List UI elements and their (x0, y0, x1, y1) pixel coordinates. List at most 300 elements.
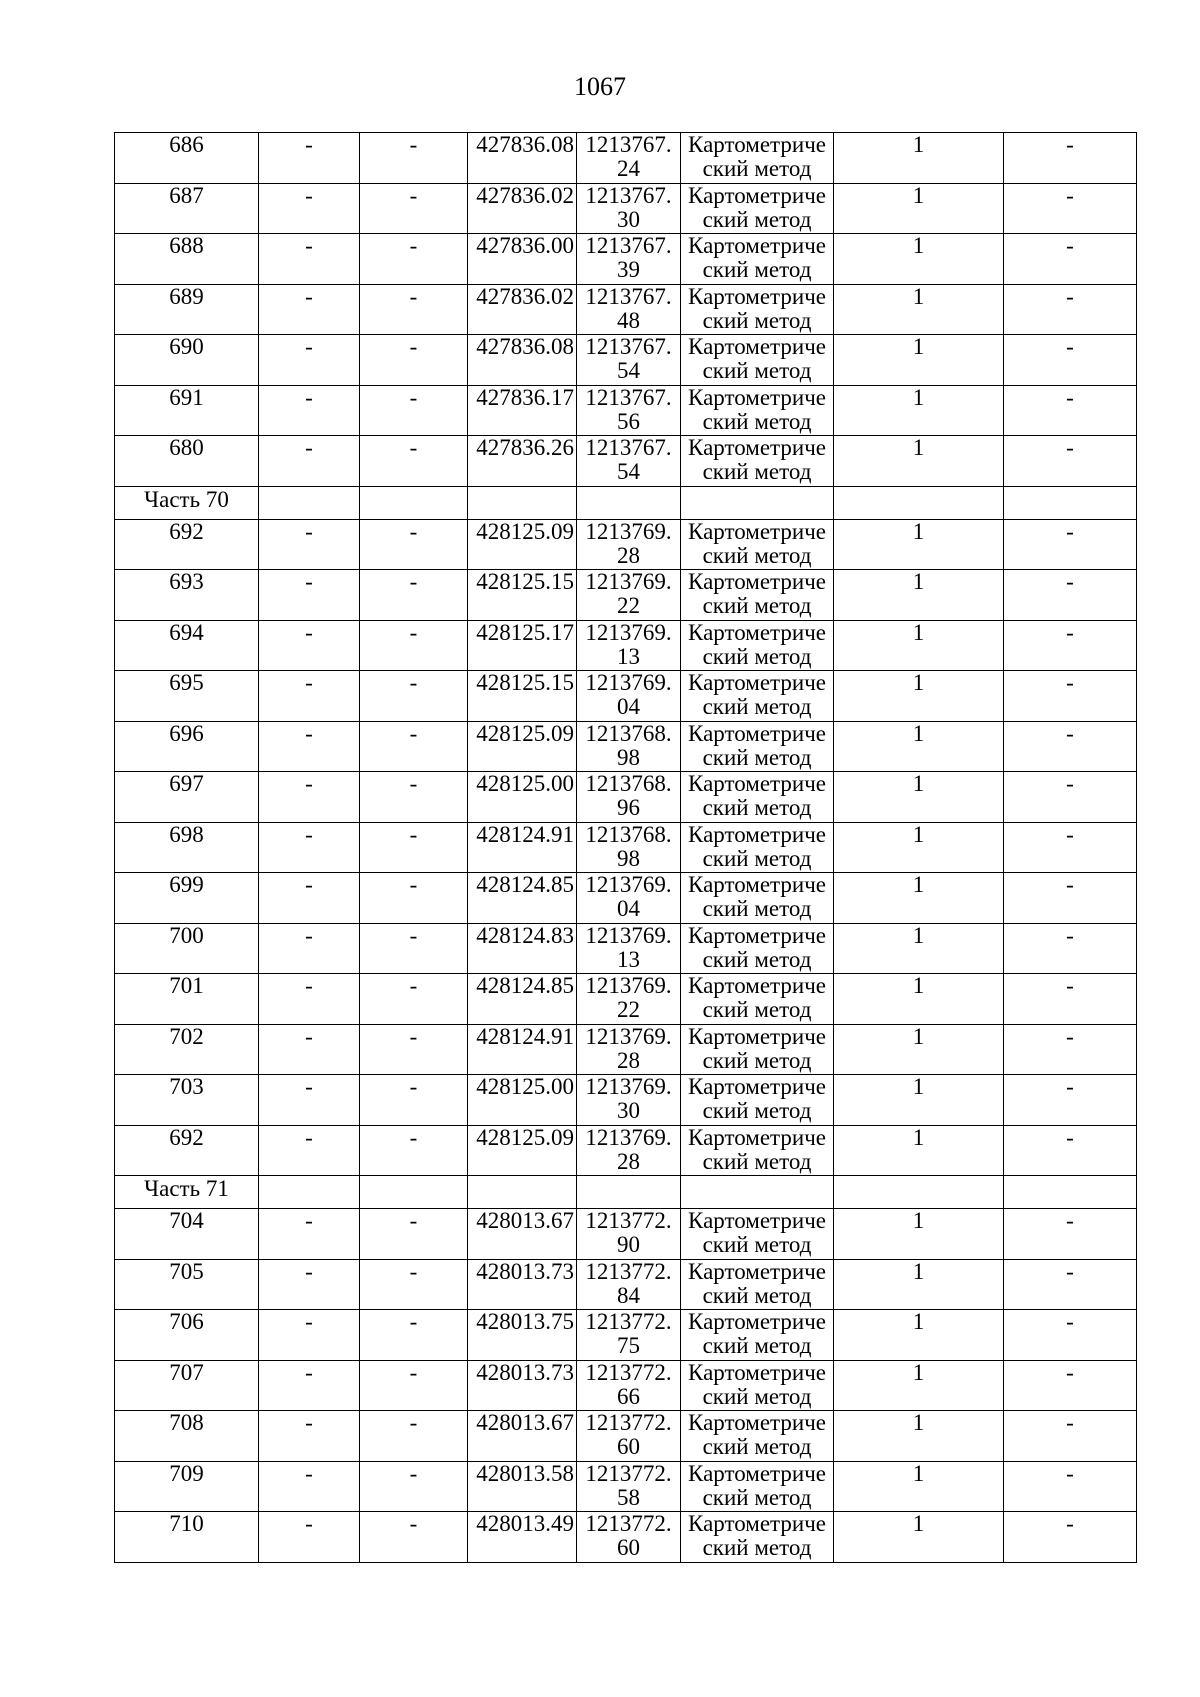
dash-cell: - (259, 671, 360, 722)
method-cell-line-2: ский метод (702, 307, 812, 333)
table-row (115, 183, 1137, 234)
dash-cell: - (1004, 1075, 1137, 1126)
dash-cell: - (360, 822, 468, 873)
y-coordinate-cell-line-1: 1213772. (585, 1208, 672, 1233)
part-label: Часть 70 (115, 486, 259, 519)
point-number-cell: 693 (115, 570, 259, 621)
y-coordinate-cell-line-1: 1213772. (585, 1461, 672, 1486)
x-coordinate-cell: 427836.02 (468, 284, 577, 335)
table-row (115, 385, 1137, 436)
y-coordinate-cell-line-2: 96 (617, 795, 640, 820)
dash-cell: - (360, 234, 468, 285)
method-cell-line-1: Картометриче (688, 973, 826, 998)
method-cell-line-1: Картометриче (688, 1461, 826, 1486)
part-header-row (115, 1176, 1137, 1209)
y-coordinate-cell-line-2: 98 (617, 744, 640, 770)
dash-cell: - (1004, 335, 1137, 386)
dash-cell: - (360, 1461, 468, 1512)
y-coordinate-cell-line-2: 28 (617, 1047, 640, 1073)
accuracy-cell: 1 (834, 183, 1004, 234)
y-coordinate-cell (577, 183, 681, 234)
dash-cell: - (259, 1024, 360, 1075)
dash-cell: - (360, 1360, 468, 1411)
x-coordinate-cell: 427836.02 (468, 183, 577, 234)
x-coordinate-cell: 428125.00 (468, 772, 577, 823)
y-coordinate-cell-line-2: 30 (617, 1098, 640, 1123)
y-coordinate-cell-line-1: 1213768. (585, 822, 672, 847)
method-cell-line-2: ский метод (702, 593, 812, 618)
accuracy-cell: 1 (834, 620, 1004, 671)
point-number-cell: 692 (115, 519, 259, 570)
method-cell-line-2: ский метод (702, 1383, 812, 1409)
empty-cell (834, 486, 1004, 519)
x-coordinate-cell: 428125.15 (468, 671, 577, 722)
dash-cell: - (1004, 183, 1137, 234)
accuracy-cell: 1 (834, 436, 1004, 487)
method-cell-line-2: ский метод (702, 845, 812, 871)
accuracy-cell: 1 (834, 1310, 1004, 1361)
dash-cell: - (259, 1360, 360, 1411)
x-coordinate-cell: 428125.00 (468, 1075, 577, 1126)
accuracy-cell: 1 (834, 873, 1004, 924)
method-cell-line-2: ский метод (702, 459, 812, 484)
method-cell-line-2: ский метод (702, 358, 812, 383)
x-coordinate-cell: 428013.49 (468, 1512, 577, 1563)
dash-cell: - (360, 133, 468, 184)
x-coordinate-cell: 427836.00 (468, 234, 577, 285)
accuracy-cell: 1 (834, 284, 1004, 335)
empty-cell (360, 486, 468, 519)
dash-cell: - (1004, 772, 1137, 823)
dash-cell: - (1004, 133, 1137, 184)
point-number-cell: 702 (115, 1024, 259, 1075)
dash-cell: - (259, 1512, 360, 1563)
method-cell (681, 923, 834, 974)
table-row (115, 1259, 1137, 1310)
y-coordinate-cell (577, 234, 681, 285)
method-cell-line-2: ский метод (702, 744, 812, 770)
y-coordinate-cell-line-2: 24 (617, 156, 640, 181)
method-cell (681, 570, 834, 621)
dash-cell: - (360, 1125, 468, 1176)
dash-cell: - (360, 570, 468, 621)
y-coordinate-cell-line-2: 90 (617, 1232, 640, 1257)
y-coordinate-cell-line-2: 60 (617, 1535, 640, 1560)
y-coordinate-cell-line-2: 30 (617, 206, 640, 232)
accuracy-cell: 1 (834, 1461, 1004, 1512)
x-coordinate-cell: 428125.17 (468, 620, 577, 671)
point-number-cell: 686 (115, 133, 259, 184)
method-cell (681, 133, 834, 184)
method-cell-line-1: Картометриче (688, 1259, 826, 1284)
dash-cell: - (1004, 234, 1137, 285)
method-cell-line-1: Картометриче (688, 183, 826, 208)
y-coordinate-cell-line-2: 54 (617, 358, 640, 383)
x-coordinate-cell: 428013.67 (468, 1209, 577, 1260)
method-cell-line-2: ский метод (702, 156, 812, 181)
y-coordinate-cell (577, 1512, 681, 1563)
y-coordinate-cell (577, 1075, 681, 1126)
table-row (115, 234, 1137, 285)
y-coordinate-cell-line-2: 98 (617, 845, 640, 871)
point-number-cell: 701 (115, 974, 259, 1025)
empty-cell (681, 1176, 834, 1209)
dash-cell: - (1004, 1125, 1137, 1176)
method-cell-line-1: Картометриче (688, 132, 826, 157)
method-cell-line-1: Картометриче (688, 284, 826, 309)
x-coordinate-cell: 428125.09 (468, 721, 577, 772)
y-coordinate-cell-line-2: 13 (617, 643, 640, 669)
y-coordinate-cell-line-2: 48 (617, 307, 640, 333)
accuracy-cell: 1 (834, 519, 1004, 570)
accuracy-cell: 1 (834, 974, 1004, 1025)
empty-cell (259, 486, 360, 519)
dash-cell: - (259, 1209, 360, 1260)
y-coordinate-cell-line-2: 04 (617, 896, 640, 921)
y-coordinate-cell-line-1: 1213772. (585, 1360, 672, 1385)
dash-cell: - (360, 436, 468, 487)
y-coordinate-cell (577, 873, 681, 924)
x-coordinate-cell: 428125.09 (468, 519, 577, 570)
table-row (115, 436, 1137, 487)
y-coordinate-cell-line-1: 1213772. (585, 1511, 672, 1536)
y-coordinate-cell-line-1: 1213769. (585, 670, 672, 695)
point-number-cell: 700 (115, 923, 259, 974)
y-coordinate-cell (577, 620, 681, 671)
y-coordinate-cell-line-2: 58 (617, 1484, 640, 1510)
dash-cell: - (1004, 1209, 1137, 1260)
dash-cell: - (259, 974, 360, 1025)
empty-cell (360, 1176, 468, 1209)
point-number-cell: 705 (115, 1259, 259, 1310)
y-coordinate-cell-line-1: 1213772. (585, 1309, 672, 1334)
method-cell-line-1: Картометриче (688, 1074, 826, 1099)
method-cell-line-2: ский метод (702, 946, 812, 972)
method-cell-line-2: ский метод (702, 643, 812, 669)
empty-cell (681, 486, 834, 519)
y-coordinate-cell (577, 923, 681, 974)
dash-cell: - (360, 923, 468, 974)
empty-cell (468, 1176, 577, 1209)
y-coordinate-cell (577, 1259, 681, 1310)
y-coordinate-cell (577, 1411, 681, 1462)
method-cell-line-2: ский метод (702, 1333, 812, 1358)
dash-cell: - (360, 1075, 468, 1126)
empty-cell (577, 1176, 681, 1209)
y-coordinate-cell-line-2: 56 (617, 408, 640, 434)
y-coordinate-cell (577, 436, 681, 487)
method-cell (681, 385, 834, 436)
point-number-cell: 709 (115, 1461, 259, 1512)
dash-cell: - (259, 620, 360, 671)
dash-cell: - (1004, 923, 1137, 974)
dash-cell: - (259, 1461, 360, 1512)
accuracy-cell: 1 (834, 923, 1004, 974)
y-coordinate-cell-line-2: 75 (617, 1333, 640, 1358)
dash-cell: - (1004, 1411, 1137, 1462)
dash-cell: - (360, 519, 468, 570)
method-cell (681, 234, 834, 285)
method-cell (681, 183, 834, 234)
method-cell-line-2: ский метод (702, 1535, 812, 1560)
method-cell (681, 873, 834, 924)
dash-cell: - (360, 1259, 468, 1310)
dash-cell: - (1004, 974, 1137, 1025)
method-cell (681, 671, 834, 722)
accuracy-cell: 1 (834, 1209, 1004, 1260)
table-row (115, 721, 1137, 772)
dash-cell: - (259, 1411, 360, 1462)
method-cell-line-1: Картометриче (688, 771, 826, 796)
x-coordinate-cell: 428124.91 (468, 1024, 577, 1075)
method-cell (681, 284, 834, 335)
y-coordinate-cell-line-1: 1213767. (585, 132, 672, 157)
accuracy-cell: 1 (834, 1125, 1004, 1176)
y-coordinate-cell (577, 519, 681, 570)
method-cell (681, 1259, 834, 1310)
x-coordinate-cell: 428124.85 (468, 873, 577, 924)
y-coordinate-cell-line-1: 1213772. (585, 1410, 672, 1435)
table-row (115, 1125, 1137, 1176)
x-coordinate-cell: 427836.08 (468, 133, 577, 184)
table-row (115, 923, 1137, 974)
empty-cell (468, 486, 577, 519)
part-header-row (115, 486, 1137, 519)
y-coordinate-cell-line-2: 54 (617, 459, 640, 484)
dash-cell: - (360, 1024, 468, 1075)
dash-cell: - (1004, 620, 1137, 671)
dash-cell: - (259, 873, 360, 924)
y-coordinate-cell-line-2: 66 (617, 1383, 640, 1409)
x-coordinate-cell: 428125.09 (468, 1125, 577, 1176)
table-row (115, 519, 1137, 570)
dash-cell: - (1004, 570, 1137, 621)
point-number-cell: 689 (115, 284, 259, 335)
y-coordinate-cell-line-1: 1213769. (585, 569, 672, 594)
y-coordinate-cell-line-1: 1213769. (585, 620, 672, 645)
method-cell (681, 1461, 834, 1512)
point-number-cell: 706 (115, 1310, 259, 1361)
point-number-cell: 692 (115, 1125, 259, 1176)
y-coordinate-cell-line-1: 1213772. (585, 1259, 672, 1284)
method-cell-line-2: ский метод (702, 1484, 812, 1510)
empty-cell (1004, 486, 1137, 519)
point-number-cell: 708 (115, 1411, 259, 1462)
point-number-cell: 694 (115, 620, 259, 671)
empty-cell (1004, 1176, 1137, 1209)
accuracy-cell: 1 (834, 721, 1004, 772)
table-row (115, 1310, 1137, 1361)
x-coordinate-cell: 427836.26 (468, 436, 577, 487)
method-cell-line-1: Картометриче (688, 233, 826, 258)
method-cell-line-1: Картометриче (688, 872, 826, 897)
method-cell (681, 1024, 834, 1075)
dash-cell: - (259, 133, 360, 184)
method-cell-line-1: Картометриче (688, 1208, 826, 1233)
method-cell-line-2: ский метод (702, 1047, 812, 1073)
method-cell-line-2: ский метод (702, 1232, 812, 1257)
dash-cell: - (1004, 385, 1137, 436)
x-coordinate-cell: 428013.75 (468, 1310, 577, 1361)
y-coordinate-cell-line-2: 22 (617, 593, 640, 618)
method-cell-line-1: Картометриче (688, 385, 826, 410)
point-number-cell: 690 (115, 335, 259, 386)
point-number-cell: 710 (115, 1512, 259, 1563)
method-cell-line-1: Картометриче (688, 721, 826, 746)
y-coordinate-cell (577, 284, 681, 335)
y-coordinate-cell (577, 1209, 681, 1260)
dash-cell: - (259, 772, 360, 823)
dash-cell: - (259, 1259, 360, 1310)
dash-cell: - (1004, 671, 1137, 722)
method-cell (681, 335, 834, 386)
dash-cell: - (259, 923, 360, 974)
y-coordinate-cell (577, 822, 681, 873)
method-cell-line-2: ский метод (702, 1282, 812, 1308)
y-coordinate-cell-line-2: 39 (617, 257, 640, 282)
dash-cell: - (360, 385, 468, 436)
x-coordinate-cell: 428013.67 (468, 1411, 577, 1462)
y-coordinate-cell-line-2: 22 (617, 997, 640, 1022)
accuracy-cell: 1 (834, 772, 1004, 823)
accuracy-cell: 1 (834, 1411, 1004, 1462)
y-coordinate-cell (577, 1125, 681, 1176)
accuracy-cell: 1 (834, 234, 1004, 285)
accuracy-cell: 1 (834, 1024, 1004, 1075)
x-coordinate-cell: 428124.91 (468, 822, 577, 873)
y-coordinate-cell-line-1: 1213767. (585, 233, 672, 258)
accuracy-cell: 1 (834, 1360, 1004, 1411)
dash-cell: - (259, 234, 360, 285)
method-cell (681, 974, 834, 1025)
method-cell (681, 772, 834, 823)
dash-cell: - (360, 1209, 468, 1260)
y-coordinate-cell-line-2: 04 (617, 694, 640, 719)
coordinates-table (114, 132, 1137, 1563)
method-cell-line-1: Картометриче (688, 822, 826, 847)
method-cell-line-2: ский метод (702, 1098, 812, 1123)
dash-cell: - (360, 1512, 468, 1563)
dash-cell: - (1004, 284, 1137, 335)
method-cell-line-1: Картометриче (688, 1309, 826, 1334)
y-coordinate-cell (577, 385, 681, 436)
accuracy-cell: 1 (834, 335, 1004, 386)
table-row (115, 1075, 1137, 1126)
y-coordinate-cell (577, 974, 681, 1025)
table-row (115, 1360, 1137, 1411)
dash-cell: - (259, 335, 360, 386)
table-row (115, 873, 1137, 924)
method-cell-line-1: Картометриче (688, 1024, 826, 1049)
dash-cell: - (1004, 1259, 1137, 1310)
table-row (115, 1411, 1137, 1462)
empty-cell (259, 1176, 360, 1209)
table-body (115, 133, 1137, 1563)
table-row (115, 772, 1137, 823)
y-coordinate-cell-line-1: 1213768. (585, 771, 672, 796)
y-coordinate-cell-line-2: 60 (617, 1434, 640, 1459)
method-cell-line-1: Картометриче (688, 1511, 826, 1536)
y-coordinate-cell-line-1: 1213767. (585, 435, 672, 460)
x-coordinate-cell: 428124.83 (468, 923, 577, 974)
x-coordinate-cell: 427836.17 (468, 385, 577, 436)
y-coordinate-cell-line-1: 1213769. (585, 973, 672, 998)
method-cell-line-1: Картометриче (688, 569, 826, 594)
x-coordinate-cell: 428013.73 (468, 1360, 577, 1411)
method-cell (681, 1125, 834, 1176)
method-cell-line-2: ский метод (702, 257, 812, 282)
dash-cell: - (360, 1411, 468, 1462)
dash-cell: - (259, 183, 360, 234)
method-cell-line-2: ский метод (702, 206, 812, 232)
dash-cell: - (360, 183, 468, 234)
dash-cell: - (1004, 1461, 1137, 1512)
y-coordinate-cell (577, 335, 681, 386)
y-coordinate-cell-line-1: 1213767. (585, 284, 672, 309)
method-cell-line-1: Картометриче (688, 1360, 826, 1385)
x-coordinate-cell: 428013.73 (468, 1259, 577, 1310)
point-number-cell: 687 (115, 183, 259, 234)
dash-cell: - (259, 1075, 360, 1126)
accuracy-cell: 1 (834, 385, 1004, 436)
y-coordinate-cell (577, 133, 681, 184)
dash-cell: - (360, 772, 468, 823)
method-cell (681, 1360, 834, 1411)
method-cell-line-1: Картометриче (688, 923, 826, 948)
accuracy-cell: 1 (834, 570, 1004, 621)
dash-cell: - (259, 570, 360, 621)
y-coordinate-cell-line-1: 1213769. (585, 1024, 672, 1049)
y-coordinate-cell (577, 721, 681, 772)
table-row (115, 1512, 1137, 1563)
x-coordinate-cell: 427836.08 (468, 335, 577, 386)
y-coordinate-cell-line-1: 1213768. (585, 721, 672, 746)
method-cell-line-2: ский метод (702, 795, 812, 820)
table-row (115, 284, 1137, 335)
point-number-cell: 680 (115, 436, 259, 487)
y-coordinate-cell-line-1: 1213769. (585, 923, 672, 948)
page-number: 1067 (574, 72, 626, 101)
method-cell-line-1: Картометриче (688, 1125, 826, 1150)
y-coordinate-cell-line-1: 1213769. (585, 1125, 672, 1150)
dash-cell: - (1004, 519, 1137, 570)
y-coordinate-cell-line-1: 1213769. (585, 519, 672, 544)
y-coordinate-cell-line-1: 1213767. (585, 183, 672, 208)
point-number-cell: 695 (115, 671, 259, 722)
dash-cell: - (360, 873, 468, 924)
dash-cell: - (360, 284, 468, 335)
dash-cell: - (360, 974, 468, 1025)
accuracy-cell: 1 (834, 1259, 1004, 1310)
dash-cell: - (259, 436, 360, 487)
dash-cell: - (259, 519, 360, 570)
y-coordinate-cell-line-2: 28 (617, 1148, 640, 1174)
point-number-cell: 688 (115, 234, 259, 285)
dash-cell: - (360, 620, 468, 671)
dash-cell: - (259, 385, 360, 436)
dash-cell: - (1004, 721, 1137, 772)
empty-cell (577, 486, 681, 519)
point-number-cell: 697 (115, 772, 259, 823)
y-coordinate-cell (577, 570, 681, 621)
method-cell-line-1: Картометриче (688, 670, 826, 695)
method-cell (681, 436, 834, 487)
method-cell-line-2: ский метод (702, 694, 812, 719)
method-cell-line-1: Картометриче (688, 519, 826, 544)
method-cell-line-1: Картометриче (688, 620, 826, 645)
y-coordinate-cell (577, 772, 681, 823)
method-cell (681, 1512, 834, 1563)
